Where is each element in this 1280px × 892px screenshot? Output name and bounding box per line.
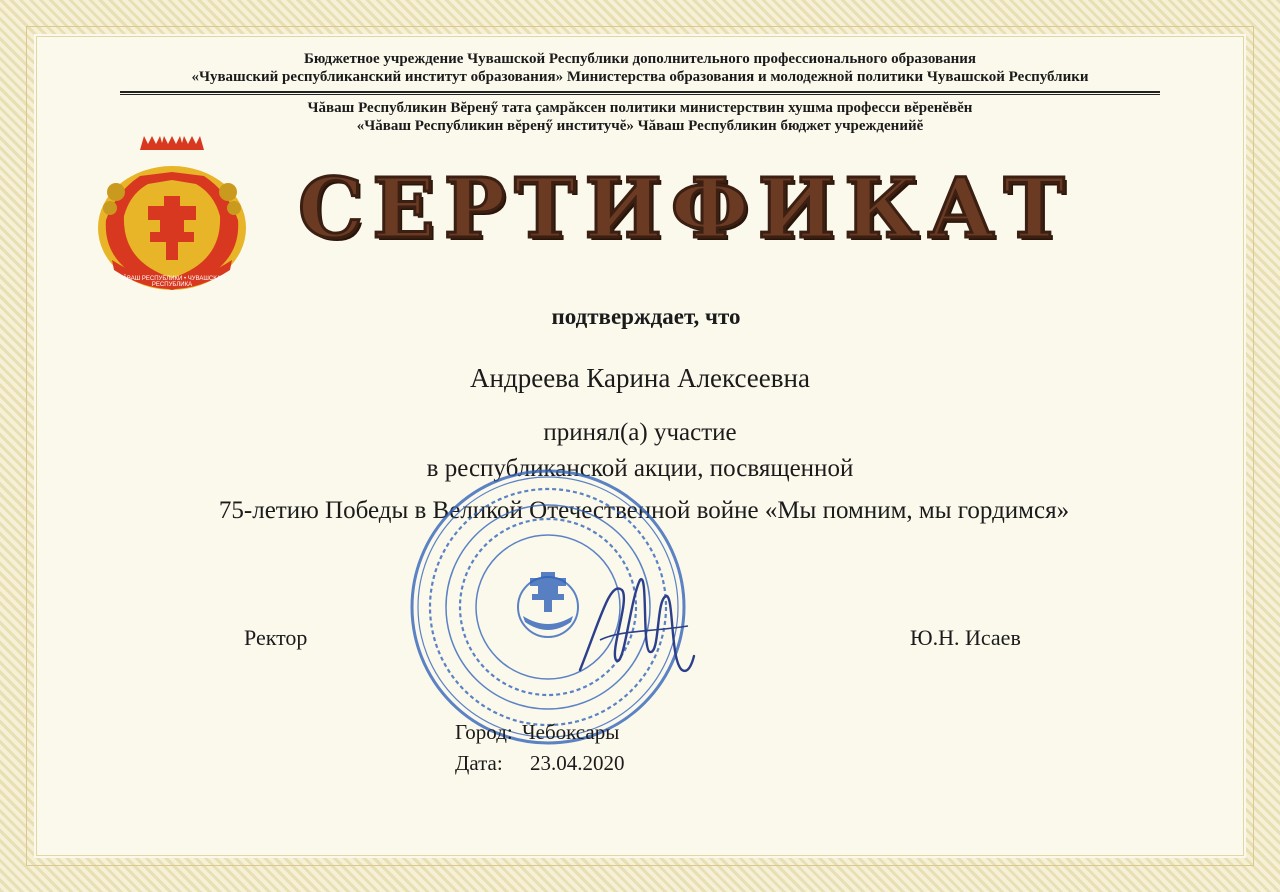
rector-signature xyxy=(570,560,700,700)
city-row xyxy=(455,720,619,745)
body-line3: 75-летию Победы в Великой Отечественной войне «Мы помним, мы гордимся» xyxy=(218,497,1070,524)
city-label: Город: xyxy=(455,720,513,744)
body-line1: принял(а) участие xyxy=(543,419,737,446)
header-cv-line1: Чăваш Республикин Вĕренӳ тата çамрăксен политики министерствин хушма професси вĕренĕвĕн xyxy=(307,100,973,116)
rector-label: Ректор xyxy=(244,625,308,650)
emblem-ribbon-text: ЧĂВАШ РЕСПУБЛИКИ • ЧУВАШСКАЯ РЕСПУБЛИКА xyxy=(118,276,226,288)
city-value: Чебоксары xyxy=(521,720,620,744)
date-value: 23.04.2020 xyxy=(529,751,625,775)
recipient-name: Андреева Карина Алексеевна xyxy=(470,363,810,393)
certificate-title xyxy=(298,161,1178,257)
confirms-text: подтверждает, что xyxy=(551,304,741,329)
body-line2: в республиканской акции, посвященной xyxy=(426,455,854,482)
date-label: Дата: xyxy=(455,751,503,775)
header-ru-line1: Бюджетное учреждение Чувашской Республики дополнительного профессионального образования xyxy=(304,51,976,67)
date-row xyxy=(455,751,624,776)
header-ru-line2: «Чувашский республиканский институт образования» Министерства образования и молодежной политики Чувашской Республики xyxy=(191,69,1089,85)
chuvash-coat-of-arms-icon xyxy=(92,132,252,294)
rector-name: Ю.Н. Исаев xyxy=(910,625,1021,650)
header-divider xyxy=(120,91,1160,93)
title-text: СЕРТИФИКАТ xyxy=(298,161,1074,257)
header-cv-line2: «Чăваш Республикин вĕренӳ институчĕ» Чăваш Республикин бюджет учрежденийĕ xyxy=(356,118,924,134)
